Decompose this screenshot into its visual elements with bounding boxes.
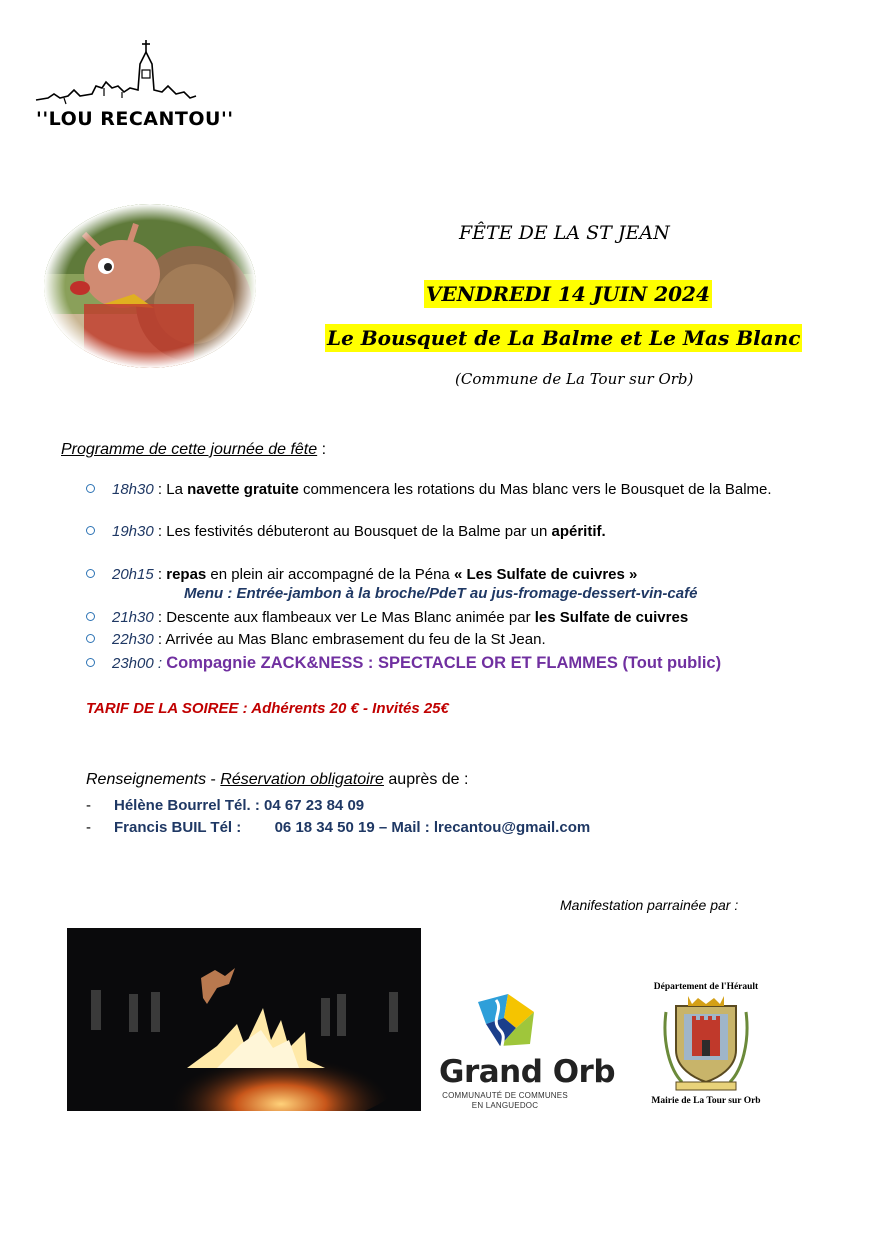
crest-top-label: Département de l'Hérault [653,982,759,992]
item-time: 19h30 [112,523,154,540]
programme-item [86,631,546,648]
renseignements-line [86,771,468,789]
sponsor-label: Manifestation parrainée par : [560,897,739,913]
event-title: FÊTE DE LA ST JEAN [459,222,670,244]
contact-dash: - [86,819,91,836]
show-title: Compagnie ZACK&NESS : SPECTACLE OR ET FLAMMES (Tout public) [166,654,722,672]
event-place: Le Bousquet de La Balme et Le Mas Blanc [327,326,801,350]
item-text: Arrivée au Mas Blanc embrasement du feu de la St Jean. [165,631,546,648]
event-commune: (Commune de La Tour sur Orb) [455,370,694,388]
programme-heading-suffix: : [317,441,327,458]
logo-name: ''LOU RECANTOU'' [36,108,234,130]
item-text-bold: repas [166,566,207,583]
item-sep: : [153,655,167,672]
contact-row [86,819,590,836]
item-time: 18h30 [112,481,154,498]
programme-item [86,523,606,540]
programme-item [86,481,772,498]
item-text-bold: « Les Sulfate de cuivres » [453,566,638,583]
tarif-line: TARIF DE LA SOIREE : Adhérents 20 € - Invités 25€ [86,700,449,717]
item-text: Descente aux flambeaux ver Le Mas Blanc animée par [166,609,535,626]
item-time: 22h30 [112,631,154,648]
item-text-bold: les Sulfate de cuivres [534,609,689,626]
renseignements-suffix: auprès de : [383,771,469,788]
contact-row [86,797,364,814]
programme-item [86,566,637,583]
event-date: VENDREDI 14 JUIN 2024 [426,282,710,306]
grand-orb-subtitle: COMMUNAUTÉ DE COMMUNES EN LANGUEDOC [442,1091,568,1110]
grand-orb-name: Grand Orb [439,1054,616,1090]
reservation-required: Réservation obligatoire [220,771,384,788]
item-time: 20h15 [112,566,154,583]
menu-line: Menu : Entrée-jambon à la broche/PdeT au jus-fromage-dessert-vin-café [184,585,698,602]
item-time: 21h30 [112,609,154,626]
crest-bottom-label: Mairie de La Tour sur Orb [651,1096,761,1106]
item-sep: : [153,566,167,583]
item-time: 23h00 [112,655,154,672]
item-sep: : [153,631,166,648]
item-text: commencera les rotations du Mas blanc vers le Bousquet de la Balme. [298,481,772,498]
bonfire-jump-photo [67,928,421,1111]
hollow-circle-bullet-icon [86,526,95,535]
item-sep: : [153,609,167,626]
hollow-circle-bullet-icon [86,484,95,493]
renseignements-sep: - [206,771,221,788]
item-text: La [166,481,188,498]
programme-item [86,609,688,626]
item-text: Les festivités débuteront au Bousquet de la Balme par un [166,523,552,540]
contact-text: Hélène Bourrel Tél. : 04 67 23 84 09 [114,797,365,814]
coat-of-arms-icon [662,992,750,1094]
item-sep: : [153,523,167,540]
snail-costume-photo [44,204,256,368]
hollow-circle-bullet-icon [86,612,95,621]
item-text-bold: apéritif. [551,523,606,540]
programme-item [86,654,721,673]
item-sep: : [153,481,167,498]
contact-dash: - [86,797,91,814]
programme-heading [61,441,326,459]
item-text-bold: navette gratuite [187,481,299,498]
programme-heading-text: Programme de cette journée de fête [61,441,318,458]
renseignements-label: Renseignements [86,771,207,788]
hollow-circle-bullet-icon [86,634,95,643]
hollow-circle-bullet-icon [86,569,95,578]
item-text: en plein air accompagné de la Péna [206,566,454,583]
hollow-circle-bullet-icon [86,658,95,667]
contact-text: Francis BUIL Tél : 06 18 34 50 19 – Mail : lrecantou@gmail.com [114,819,591,836]
